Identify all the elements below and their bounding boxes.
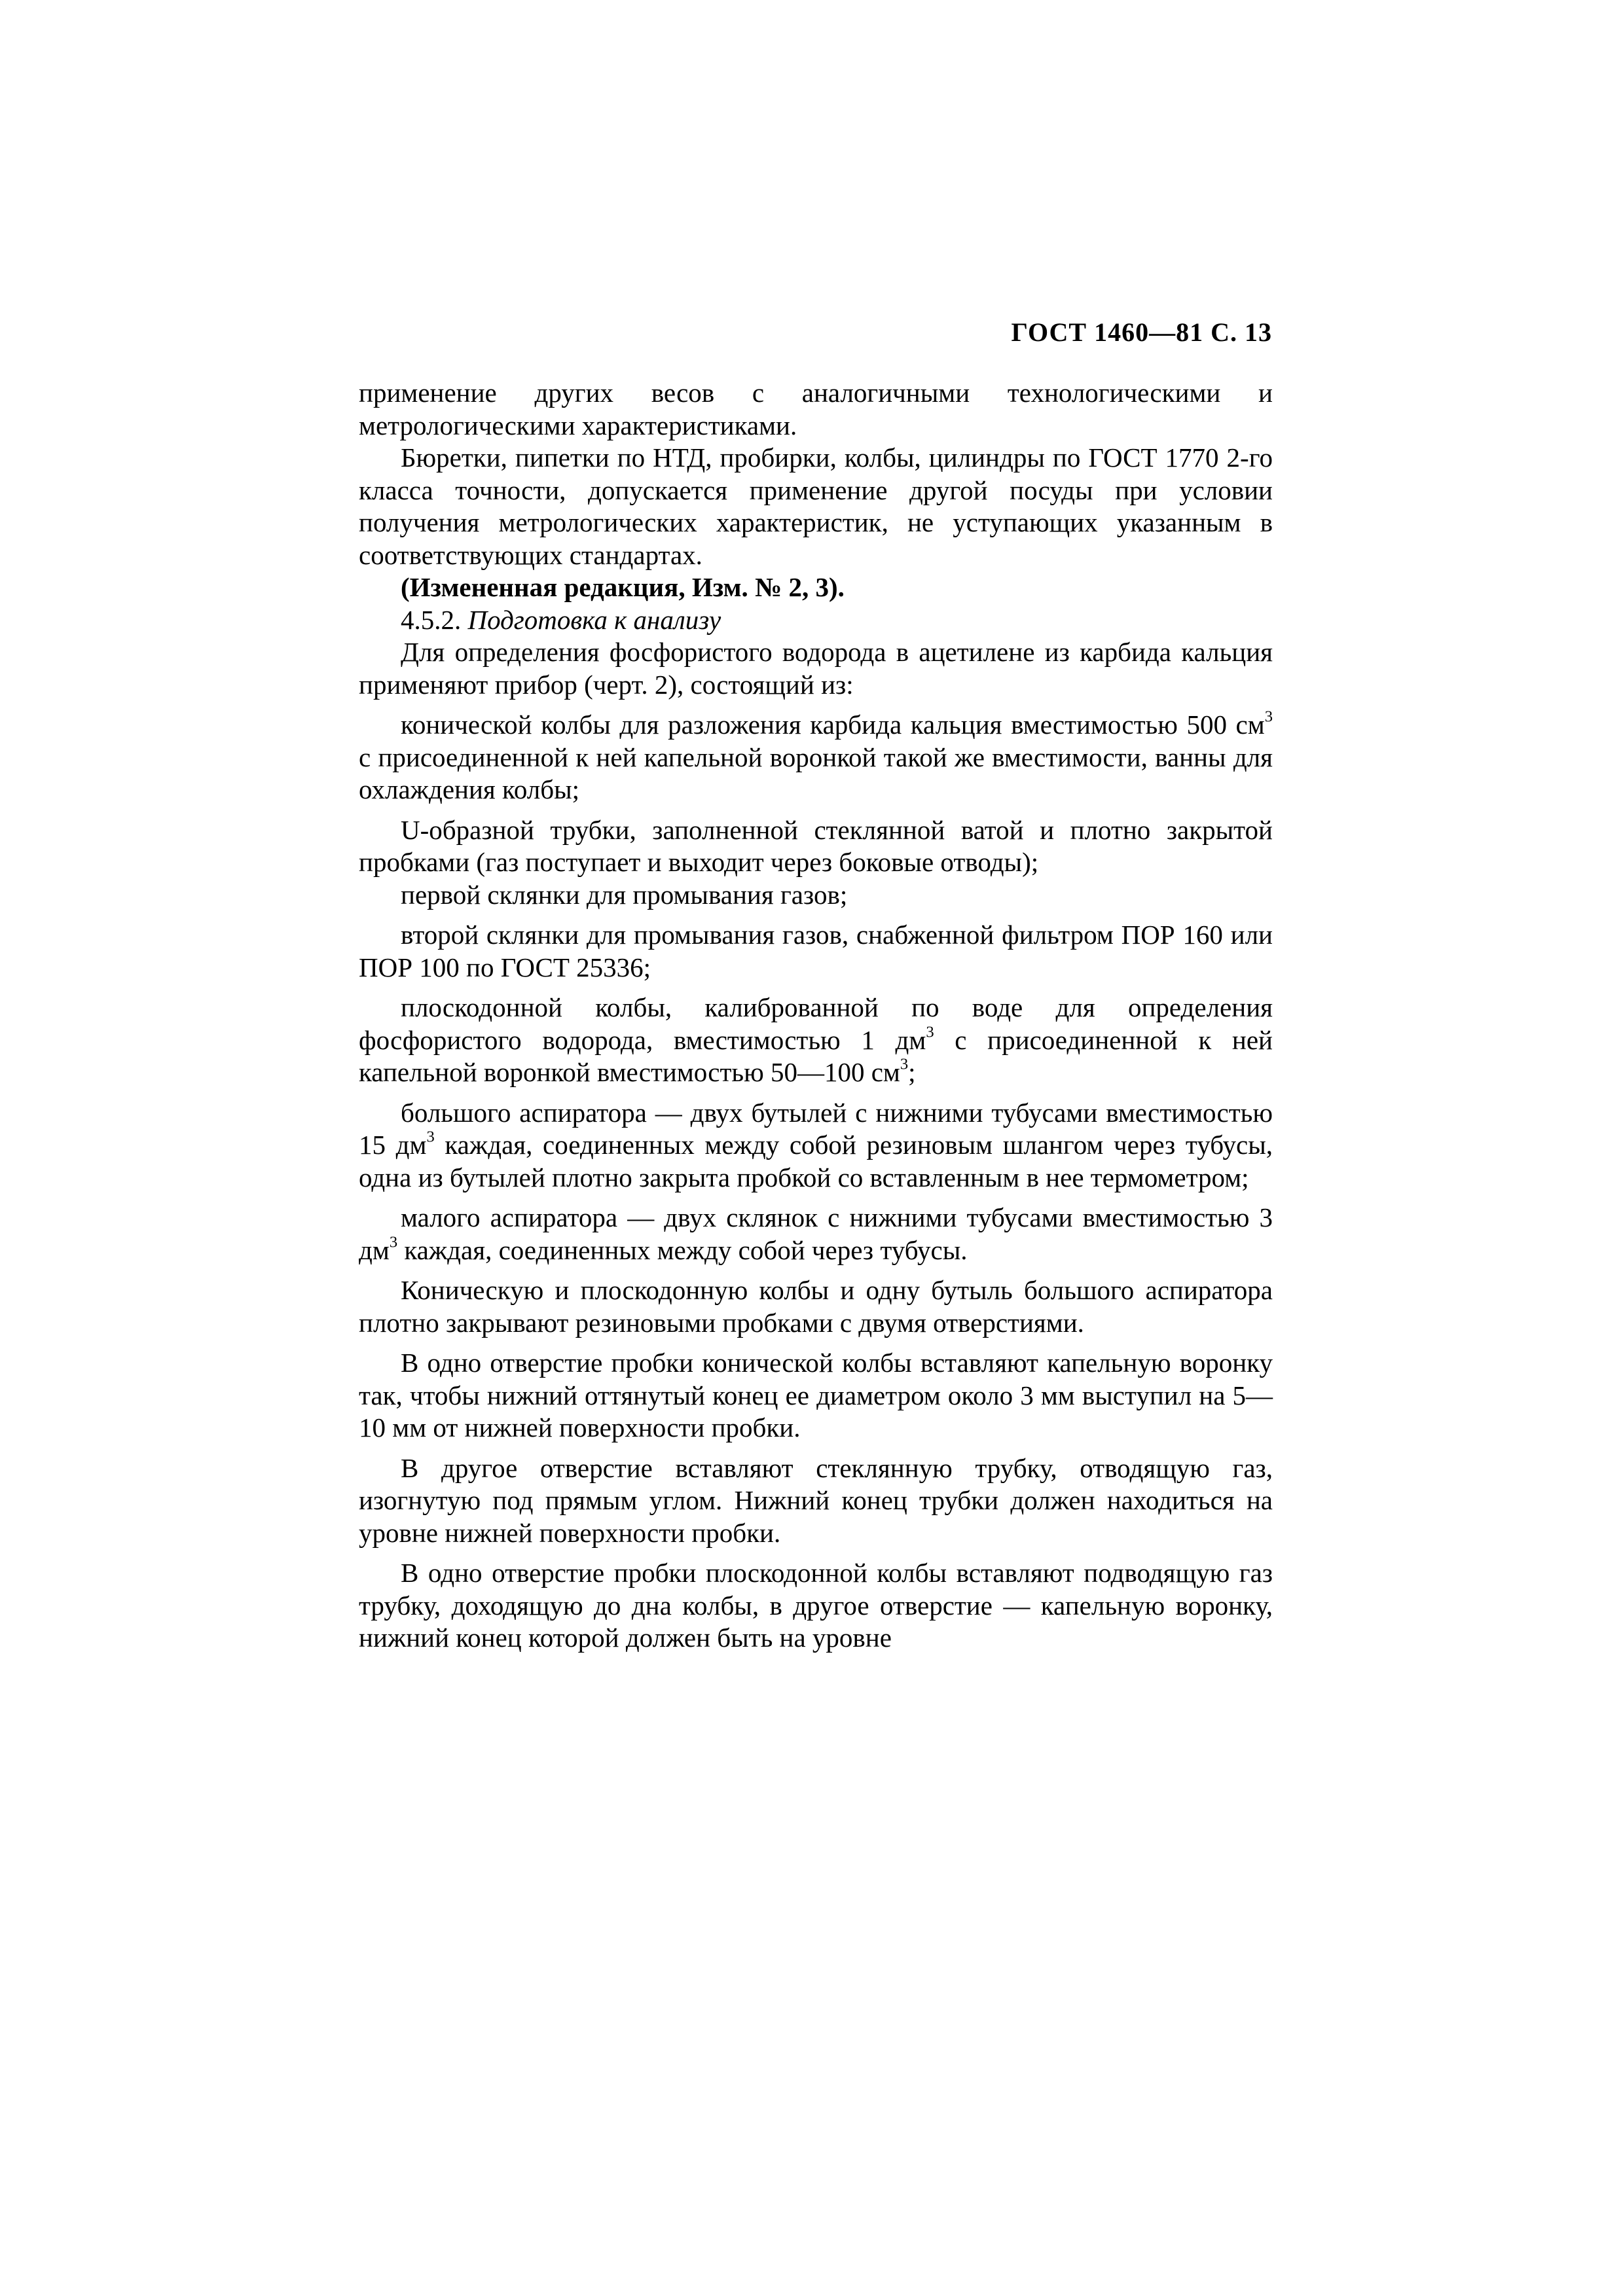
paragraph-conical-flask-funnel: В одно отверстие пробки конической колбы вставляют капельную воронку так, чтобы нижний оттянутый конец ее диаметром около 3 мм выступил на 5—10 мм от нижней поверхности пробки. [359, 1348, 1273, 1443]
section-heading [359, 604, 1273, 637]
list-item-conical-flask: конической колбы для разложения карбида кальция вместимостью 500 $см^3$ с присоединенной к ней капельной воронкой такой же вместимости, ванны для охлаждения колбы; [359, 708, 1273, 804]
list-item-u-tube: U-образной трубки, заполненной стеклянной ватой и плотно закрытой пробками (газ поступает и выходит через боковые отводы); [359, 814, 1273, 877]
list-item-flat-bottom-flask: плоскодонной колбы, калиброванной по воде для определения фосфористого водорода, вместимостью 1 $дм^3$ с присоединенной к ней капельной воронкой вместимостью 50—100 $см^3$; [359, 992, 1273, 1087]
section-title: Подготовка к анализу [467, 604, 721, 635]
paragraph-stoppers: Коническую и плоскодонную колбы и одну бутыль большого аспиратора плотно закрывают резиновыми пробками с двумя отверстиями. [359, 1275, 1273, 1338]
amendment-note: (Измененная редакция, Изм. № 2, 3). [401, 572, 845, 602]
list-item-second-wash-bottle: второй склянки для промывания газов, снабженной фильтром ПОР 160 или ПОР 100 по ГОСТ 25336; [359, 920, 1273, 982]
list-item-small-aspirator: малого аспиратора — двух склянок с нижними тубусами вместимостью 3 $дм^3$ каждая, соединенных между собой через тубусы. [359, 1202, 1273, 1265]
section-number: 4.5.2. [401, 604, 462, 635]
list-item-first-wash-bottle: первой склянки для промывания газов; [401, 879, 848, 910]
document-body [359, 377, 1273, 1655]
page-header: ГОСТ 1460—81 С. 13 [1011, 317, 1272, 347]
paragraph-scales-continuation: применение других весов с аналогичными технологическими и метрологическими характеристиками. [359, 378, 1273, 440]
list-item-large-aspirator: большого аспиратора — двух бутылей с нижними тубусами вместимостью 15 $дм^3$ каждая, соединенных между собой резиновым шлангом через тубусы, одна из бутылей плотно закрыта пробкой со вставленным в нее термометром; [359, 1097, 1273, 1193]
paragraph-apparatus-intro: Для определения фосфористого водорода в ацетилене из карбида кальция применяют прибор (черт. 2), состоящий из: [359, 637, 1273, 700]
paragraph-gas-tube: В другое отверстие вставляют стеклянную трубку, отводящую газ, изогнутую под прямым углом. Нижний конец трубки должен находиться на уровне нижней поверхности пробки. [359, 1452, 1273, 1548]
paragraph-flat-flask-tube: В одно отверстие пробки плоскодонной колбы вставляют подводящую газ трубку, доходящую до дна колбы, в другое отверстие — капельную воронку, нижний конец которой должен быть на уровне [359, 1558, 1273, 1653]
paragraph-glassware: Бюретки, пипетки по НТД, пробирки, колбы, цилиндры по ГОСТ 1770 2-го класса точности, допускается применение другой посуды при условии получения метрологических характеристик, не уступающих указанным в соответствующих стандартах. [359, 442, 1273, 570]
